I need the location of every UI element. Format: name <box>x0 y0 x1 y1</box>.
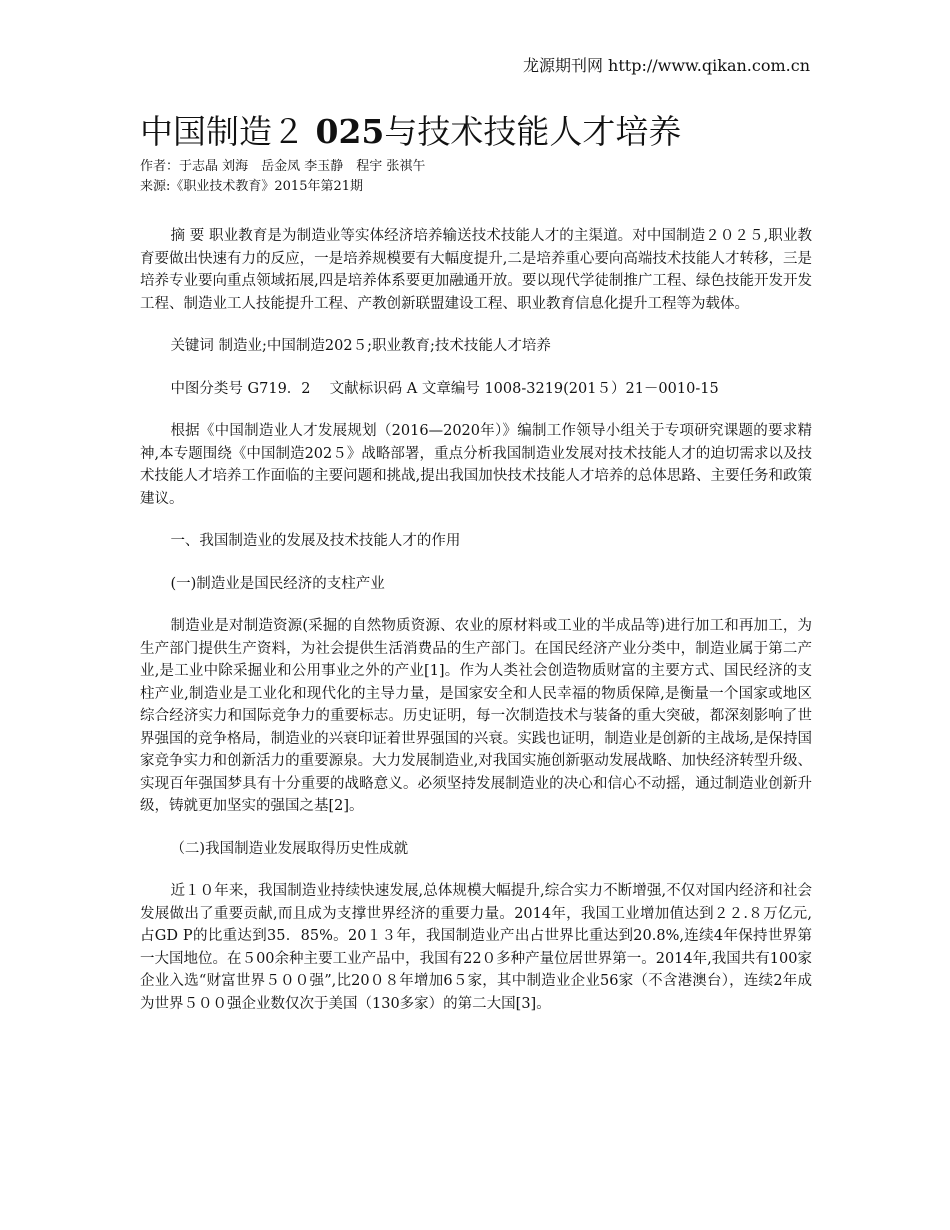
body-paragraph-2: 近１０年来，我国制造业持续快速发展,总体规模大幅提升,综合实力不断增强,不仅对国内经济和社会发展做出了重要贡献,而且成为支撑世界经济的重要力量。2014年，我国工业增加值达到２２.８万亿元,占GD P的比重达到35．85%。20１３年，我国制造业产出占世界比重达到20.8%,连续4年保持世界第一大国地位。在５00余种主要工业产品中，我国有22０多种产量位居世界第一。2014年,我国共有100家企业入选“财富世界５００强”,比20０８年增加6５家，其中制造业企业56家（不含港澳台），连续2年成为世界５００强企业数仅次于美国（130多家）的第二大国[3]。 <box>140 883 812 1012</box>
article <box>140 110 812 1015</box>
title-part-2: 与技术技能人才培养 <box>384 112 682 151</box>
article-title <box>140 110 812 154</box>
article-source: 来源:《职业技术教育》2015年第21期 <box>140 179 364 194</box>
section-heading-1: 一、我国制造业的发展及技术技能人才的作用 <box>170 533 461 549</box>
subsection-heading-2: （二)我国制造业发展取得历史性成就 <box>170 840 409 857</box>
intro-paragraph: 根据《中国制造业人才发展规划（2016—2020年）》编制工作领导小组关于专项研究课题的要求精神,本专题围绕《中国制造202５》战略部署，重点分析我国制造业发展对技术技能人才的迫切需求以及技术技能人才培养工作面临的主要问题和挑战,提出我国加快技术技能人才培养的总体思路、主要任务和政策建议。 <box>140 423 812 507</box>
abstract-paragraph: 摘 要 职业教育是为制造业等实体经济培养输送技术技能人才的主渠道。对中国制造２０２５,职业教育要做出快速有力的反应，一是培养规模要有大幅度提升,二是培养重心要向高端技术技能人才转移，三是培养专业要向重点领域拓展,四是培养体系要更加融通开放。要以现代学徒制推广工程、绿色技能开发开发工程、制造业工人技能提升工程、产教创新联盟建设工程、职业教育信息化提升工程等为载体。 <box>140 228 812 312</box>
keywords-line: 关键词 制造业;中国制造202５;职业教育;技术技能人才培养 <box>170 338 551 354</box>
title-bold-number: 025 <box>315 112 385 151</box>
classification-line: 中图分类号 G719．2 文献标识码 A 文章编号 1008-3219(201５）21－0010-15 <box>170 380 719 397</box>
body-paragraph-1: 制造业是对制造资源(采掘的自然物质资源、农业的原材料或工业的半成品等)进行加工和再加工，为生产部门提供生产资料，为社会提供生活消费品的生产部门。在国民经济产业分类中，制造业属于第二产业,是工业中除采掘业和公用事业之外的产业[1]。作为人类社会创造物质财富的主要方式、国民经济的支柱产业,制造业是工业化和现代化的主导力量，是国家安全和人民幸福的物质保障,是衡量一个国家或地区综合经济实力和国际竞争力的重要标志。历史证明，每一次制造技术与装备的重大突破，都深刻影响了世界强国的竞争格局，制造业的兴衰印证着世界强国的兴衰。实践也证明，制造业是创新的主战场,是保持国家竞争实力和创新活力的重要源泉。大力发展制造业,对我国实施创新驱动发展战略、加快经济转型升级、实现百年强国梦具有十分重要的战略意义。必须坚持发展制造业的决心和信心不动摇，通过制造业创新升级，铸就更加坚实的强国之基[2]。 <box>140 618 812 814</box>
article-authors: 作者：于志晶 刘海 岳金凤 李玉静 程宇 张祺午 <box>140 159 426 174</box>
subsection-heading-1: (一)制造业是国民经济的支柱产业 <box>170 575 385 592</box>
title-part-1: 中国制造２ <box>140 112 316 151</box>
journal-site-header: 龙源期刊网 http://www.qikan.com.cn <box>522 56 810 75</box>
